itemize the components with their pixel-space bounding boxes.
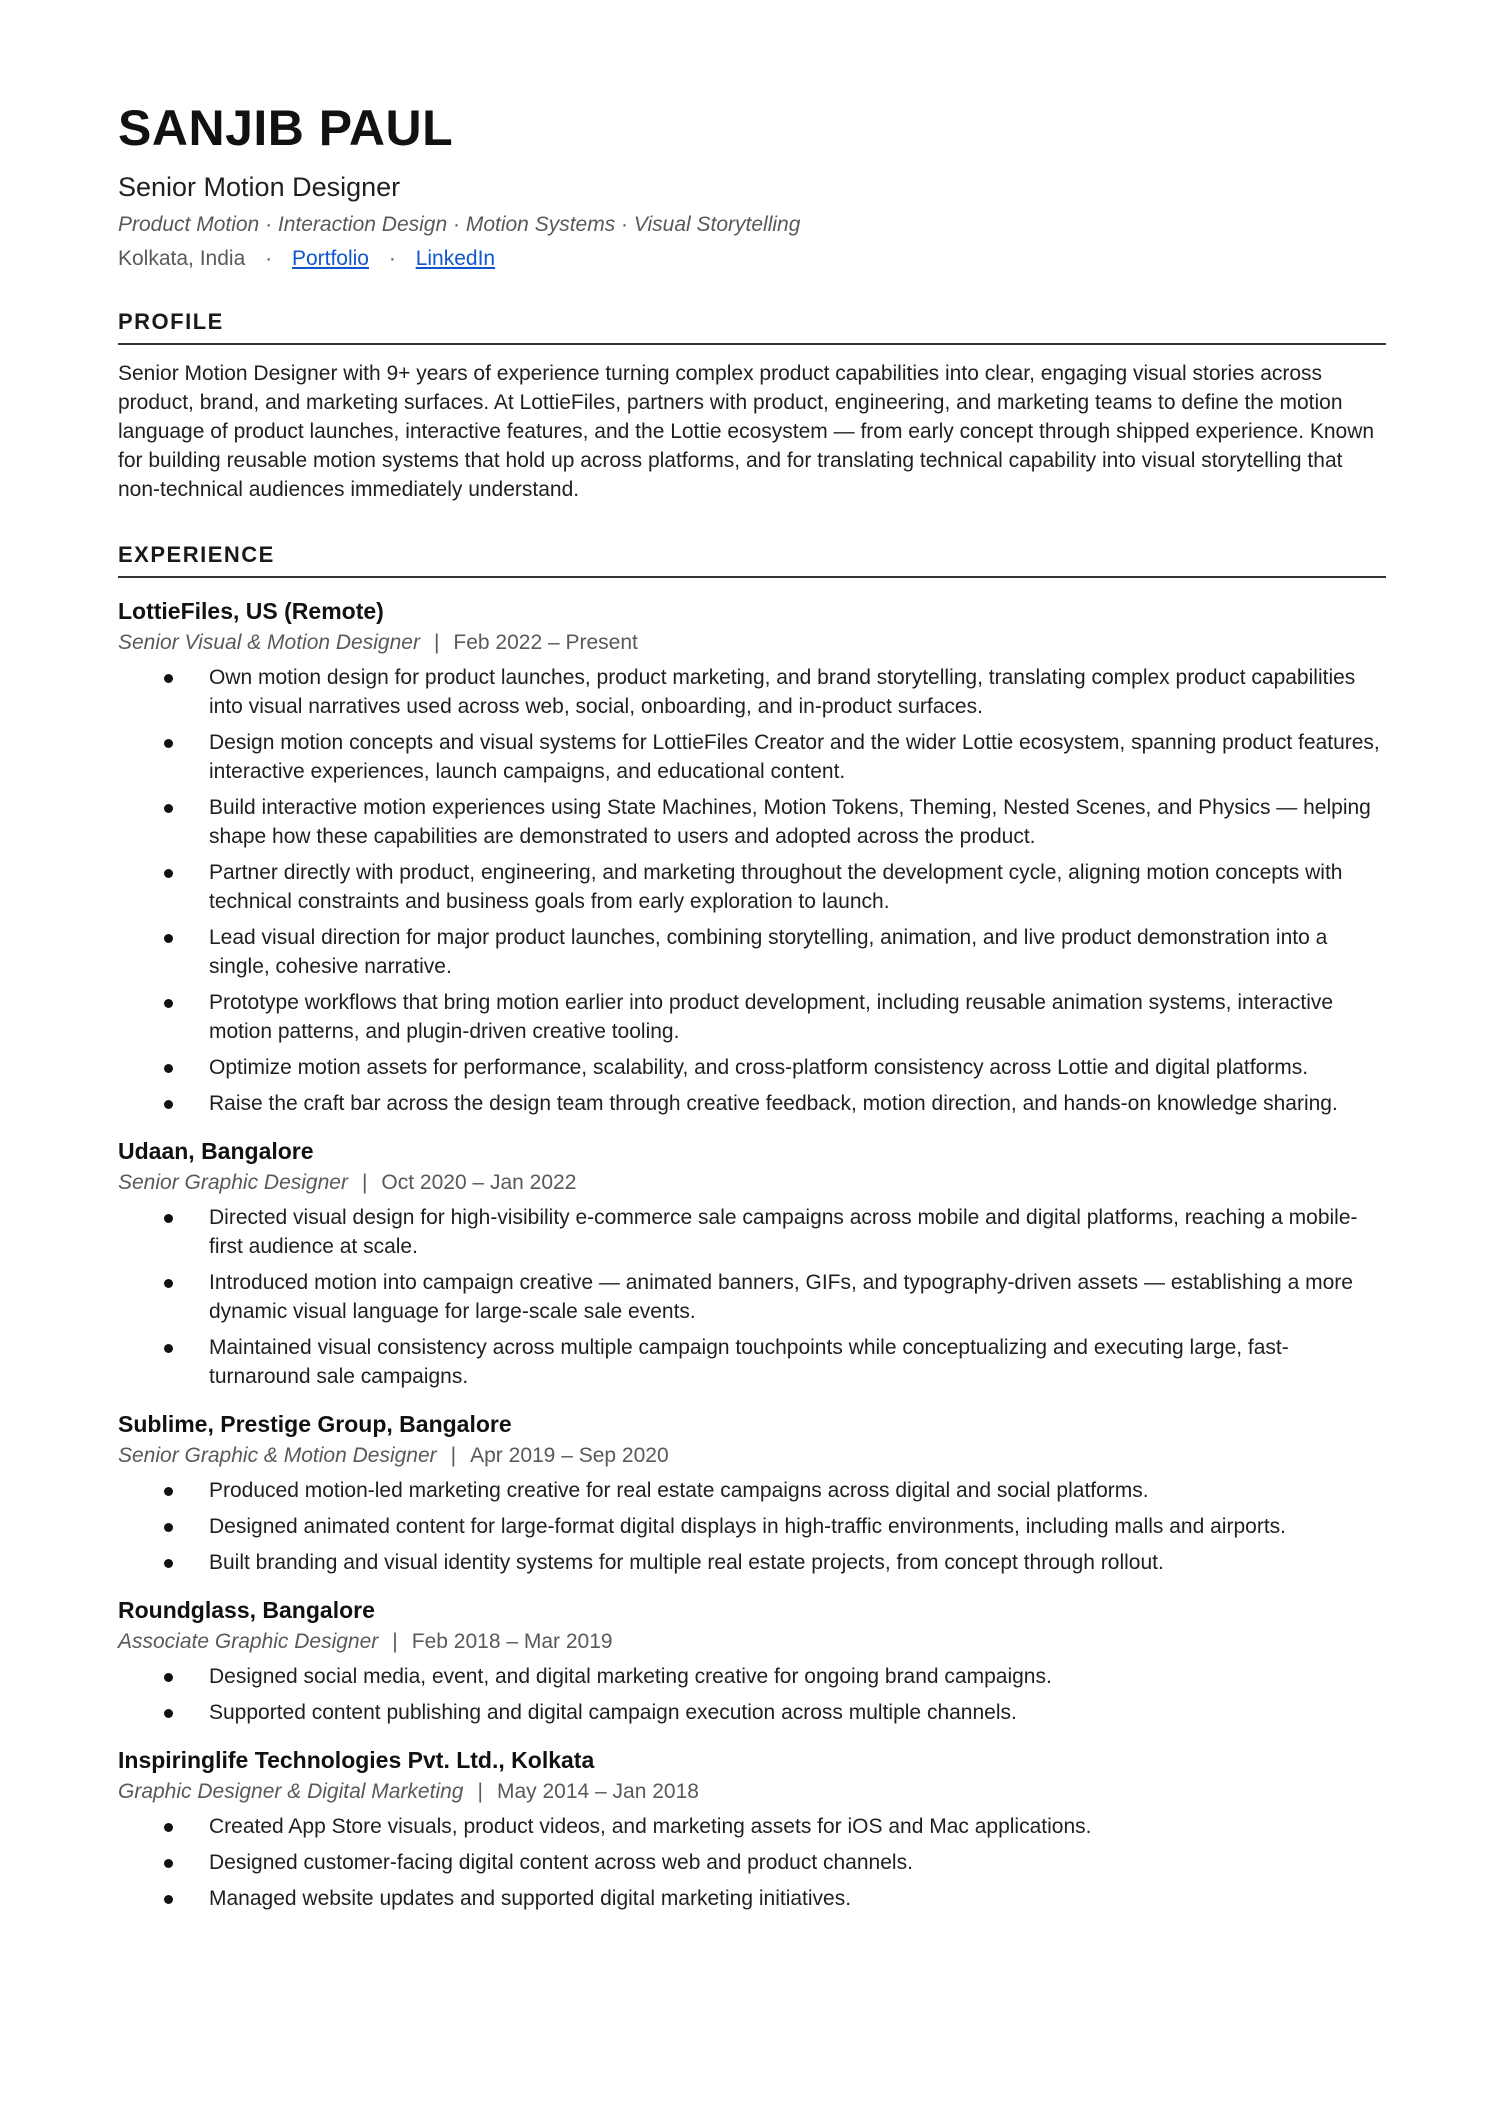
bullet-icon	[164, 1709, 173, 1718]
bullet-text: Supported content publishing and digital campaign execution across multiple channels.	[209, 1700, 1017, 1724]
experience-entry	[118, 1747, 1386, 1913]
bullet-icon	[164, 739, 173, 748]
bullet-icon	[164, 934, 173, 943]
bullet-item	[118, 1548, 1386, 1577]
bullet-icon	[164, 1214, 173, 1223]
experience-entry	[118, 1597, 1386, 1727]
bullet-text: Raise the craft bar across the design team through creative feedback, motion direction, and hands-on knowledge sharing.	[209, 1091, 1338, 1115]
specialty-tags: Product Motion · Interaction Design · Motion Systems · Visual Storytelling	[118, 212, 801, 236]
date-range: Feb 2018 – Mar 2019	[411, 1629, 613, 1653]
contact-line	[118, 247, 1386, 271]
bullet-list	[118, 1203, 1386, 1391]
bullet-icon	[164, 1279, 173, 1288]
bullet-text: Designed customer-facing digital content across web and product channels.	[209, 1850, 913, 1874]
bullet-item	[118, 1476, 1386, 1505]
bullet-list	[118, 1662, 1386, 1727]
bullet-icon	[164, 1823, 173, 1832]
role-title: Senior Graphic & Motion Designer	[118, 1443, 437, 1467]
bullet-text: Optimize motion assets for performance, scalability, and cross-platform consistency across Lottie and digital platforms.	[209, 1055, 1309, 1079]
profile-heading: PROFILE	[118, 309, 1386, 345]
job-title: Senior Motion Designer	[118, 171, 401, 202]
date-range: Apr 2019 – Sep 2020	[470, 1443, 669, 1467]
role-title: Associate Graphic Designer	[118, 1629, 379, 1653]
bullet-item	[118, 1512, 1386, 1541]
bullet-item	[118, 988, 1386, 1046]
experience-entry	[118, 1411, 1386, 1577]
bullet-item	[118, 1053, 1386, 1082]
bullet-text: Designed animated content for large-format digital displays in high-traffic environments, including malls and airports.	[209, 1514, 1286, 1538]
bullet-icon	[164, 1673, 173, 1682]
company-name: Inspiringlife Technologies Pvt. Ltd., Kolkata	[118, 1746, 595, 1773]
company-name: Sublime, Prestige Group, Bangalore	[118, 1410, 512, 1437]
role-divider: |	[450, 1443, 457, 1467]
bullet-text: Lead visual direction for major product launches, combining storytelling, animation, and live product demonstration into a single, cohesive narrative.	[209, 925, 1328, 978]
bullet-item	[118, 1698, 1386, 1727]
company-name: Udaan, Bangalore	[118, 1137, 314, 1164]
role-divider: |	[361, 1170, 368, 1194]
bullet-icon	[164, 1344, 173, 1353]
bullet-text: Designed social media, event, and digital marketing creative for ongoing brand campaigns.	[209, 1664, 1052, 1688]
bullet-text: Produced motion-led marketing creative for real estate campaigns across digital and social platforms.	[209, 1478, 1149, 1502]
portfolio-link[interactable]: Portfolio	[291, 246, 369, 270]
bullet-text: Prototype workflows that bring motion earlier into product development, including reusable animation systems, interactive motion patterns, and plugin-driven creative tooling.	[209, 990, 1334, 1043]
role-line	[118, 631, 1386, 655]
bullet-icon	[164, 1859, 173, 1868]
bullet-item	[118, 1884, 1386, 1913]
bullet-text: Design motion concepts and visual systems for LottieFiles Creator and the wider Lottie ecosystem, spanning product features, interactive experiences, launch campaigns, and educational content.	[209, 730, 1380, 783]
company-name: LottieFiles, US (Remote)	[118, 597, 384, 624]
candidate-name: SANJIB PAUL	[118, 100, 454, 156]
bullet-text: Build interactive motion experiences using State Machines, Motion Tokens, Theming, Nested Scenes, and Physics — helping shape how these capabilities are demonstrated to users and adopted across the product.	[209, 795, 1371, 848]
bullet-list	[118, 663, 1386, 1118]
experience-entry	[118, 598, 1386, 1118]
bullet-icon	[164, 1523, 173, 1532]
bullet-item	[118, 1848, 1386, 1877]
bullet-item	[118, 663, 1386, 721]
role-line	[118, 1444, 1386, 1468]
contact-separator: ·	[388, 246, 396, 270]
bullet-icon	[164, 869, 173, 878]
profile-summary: Senior Motion Designer with 9+ years of experience turning complex product capabilities into clear, engaging visual stories across product, brand, and marketing surfaces. At LottieFiles, partners with product, engineering, and marketing teams to define the motion language of product launches, interactive features, and the Lottie ecosystem — from early concept through shipped experience. Known for building reusable motion systems that hold up across platforms, and for translating technical capability into visual storytelling that non-technical audiences immediately understand.	[118, 361, 1375, 501]
bullet-text: Built branding and visual identity systems for multiple real estate projects, from concept through rollout.	[209, 1550, 1164, 1574]
bullet-icon	[164, 804, 173, 813]
bullet-item	[118, 1089, 1386, 1118]
bullet-icon	[164, 674, 173, 683]
role-title: Senior Visual & Motion Designer	[118, 630, 420, 654]
role-line	[118, 1630, 1386, 1654]
bullet-text: Partner directly with product, engineering, and marketing throughout the development cycle, aligning motion concepts with technical constraints and business goals from early exploration to launch.	[209, 860, 1343, 913]
linkedin-link[interactable]: LinkedIn	[415, 246, 496, 270]
bullet-icon	[164, 1487, 173, 1496]
bullet-text: Maintained visual consistency across multiple campaign touchpoints while conceptualizing and executing large, fast-turnaround sale campaigns.	[209, 1335, 1289, 1388]
role-title: Senior Graphic Designer	[118, 1170, 348, 1194]
date-range: Oct 2020 – Jan 2022	[381, 1170, 577, 1194]
bullet-item	[118, 923, 1386, 981]
role-line	[118, 1780, 1386, 1804]
bullet-icon	[164, 1100, 173, 1109]
bullet-item	[118, 1203, 1386, 1261]
bullet-list	[118, 1476, 1386, 1577]
bullet-list	[118, 1812, 1386, 1913]
location-text: Kolkata, India	[118, 246, 246, 270]
bullet-icon	[164, 1559, 173, 1568]
role-divider: |	[392, 1629, 398, 1653]
experience-list	[118, 598, 1386, 1913]
date-range: May 2014 – Jan 2018	[496, 1779, 699, 1803]
experience-heading: EXPERIENCE	[118, 542, 1386, 578]
role-line	[118, 1171, 1386, 1195]
bullet-item	[118, 1662, 1386, 1691]
bullet-text: Managed website updates and supported digital marketing initiatives.	[209, 1886, 852, 1910]
bullet-item	[118, 793, 1386, 851]
bullet-item	[118, 728, 1386, 786]
bullet-item	[118, 858, 1386, 916]
role-title: Graphic Designer & Digital Marketing	[118, 1779, 464, 1803]
role-divider: |	[433, 630, 440, 654]
bullet-item	[118, 1812, 1386, 1841]
bullet-icon	[164, 1064, 173, 1073]
bullet-text: Own motion design for product launches, product marketing, and brand storytelling, translating complex product capabilities into visual narratives used across web, social, onboarding, and in-product surfaces.	[209, 665, 1356, 718]
bullet-icon	[164, 1895, 173, 1904]
role-divider: |	[477, 1779, 483, 1803]
bullet-text: Introduced motion into campaign creative — animated banners, GIFs, and typography-driven assets — establishing a more dynamic visual language for large-scale sale events.	[209, 1270, 1353, 1323]
experience-entry	[118, 1138, 1386, 1391]
contact-separator: ·	[265, 246, 273, 270]
date-range: Feb 2022 – Present	[453, 630, 638, 654]
bullet-item	[118, 1333, 1386, 1391]
bullet-item	[118, 1268, 1386, 1326]
bullet-text: Created App Store visuals, product videos, and marketing assets for iOS and Mac applications.	[209, 1814, 1092, 1838]
bullet-text: Directed visual design for high-visibility e-commerce sale campaigns across mobile and digital platforms, reaching a mobile-first audience at scale.	[209, 1205, 1358, 1258]
bullet-icon	[164, 999, 173, 1008]
company-name: Roundglass, Bangalore	[118, 1596, 375, 1623]
